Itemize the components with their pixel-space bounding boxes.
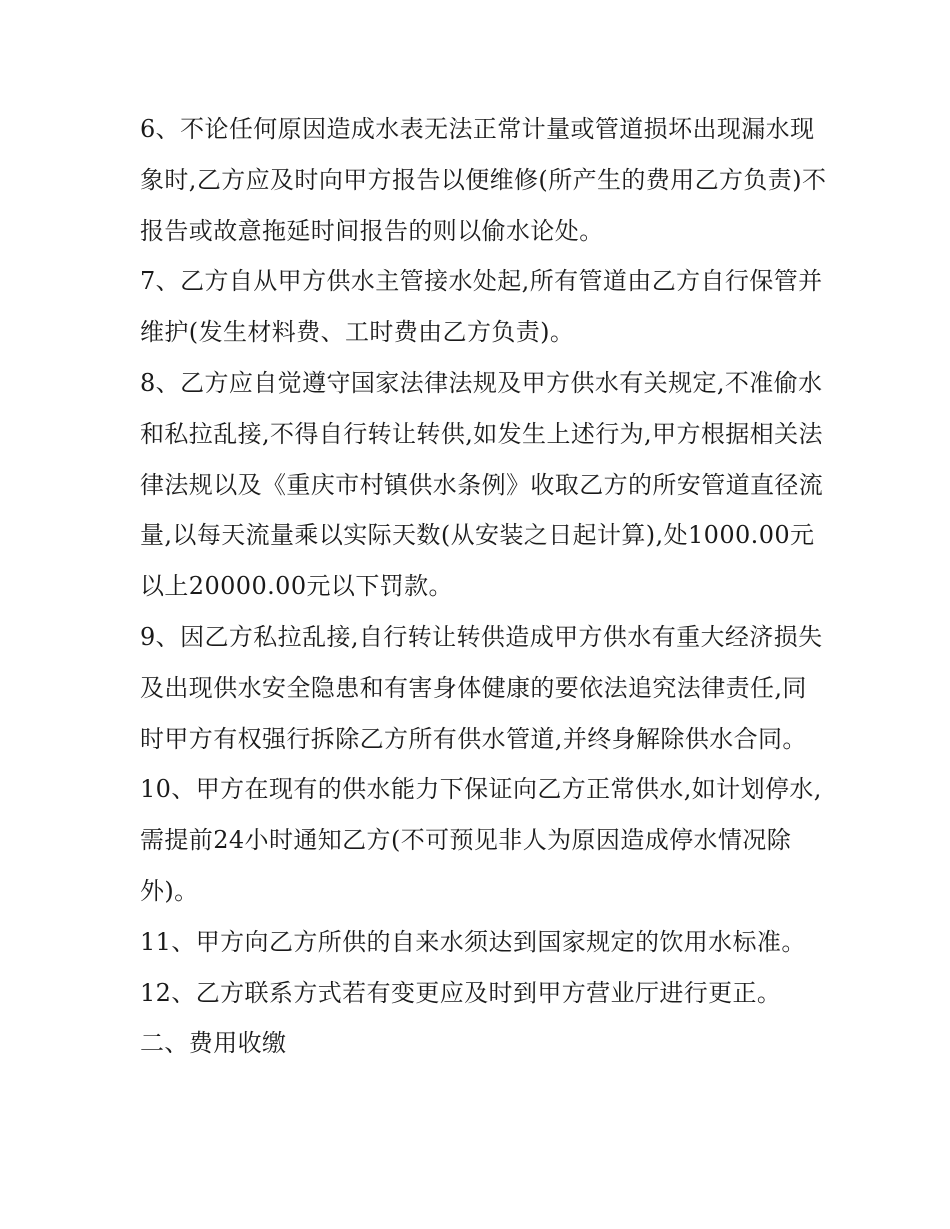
clause-7: 7、乙方自从甲方供水主管接水处起,所有管道由乙方自行保管并维护(发生材料费、工时费由乙方负责)。 bbox=[140, 267, 823, 347]
clause-6: 6、不论任何原因造成水表无法正常计量或管道损坏出现漏水现象时,乙方应及时向甲方报告以便维修(所产生的费用乙方负责)不报告或故意拖延时间报告的则以偷水论处。 bbox=[140, 115, 827, 245]
document-body bbox=[140, 104, 830, 1069]
section-heading-fee-collection: 二、费用收缴 bbox=[140, 1029, 287, 1058]
clause-8: 8、乙方应自觉遵守国家法律法规及甲方供水有关规定,不准偷水和私拉乱接,不得自行转让转供,如发生上述行为,甲方根据相关法律法规以及《重庆市村镇供水条例》收取乙方的所安管道直径流量,以每天流量乘以实际天数(从安装之日起计算),处1000.00元以上20000.00元以下罚款。 bbox=[140, 368, 824, 601]
clause-9: 9、因乙方私拉乱接,自行转让转供造成甲方供水有重大经济损失及出现供水安全隐患和有害身体健康的要依法追究法律责任,同时甲方有权强行拆除乙方所有供水管道,并终身解除供水合同。 bbox=[140, 622, 823, 753]
clause-10: 10、甲方在现有的供水能力下保证向乙方正常供水,如计划停水,需提前24小时通知乙方(不可预见非人为原因造成停水情况除外)。 bbox=[140, 775, 822, 905]
clause-11: 11、甲方向乙方所供的自来水须达到国家规定的饮用水标准。 bbox=[140, 927, 806, 956]
clause-12: 12、乙方联系方式若有变更应及时到甲方营业厅进行更正。 bbox=[140, 978, 782, 1007]
